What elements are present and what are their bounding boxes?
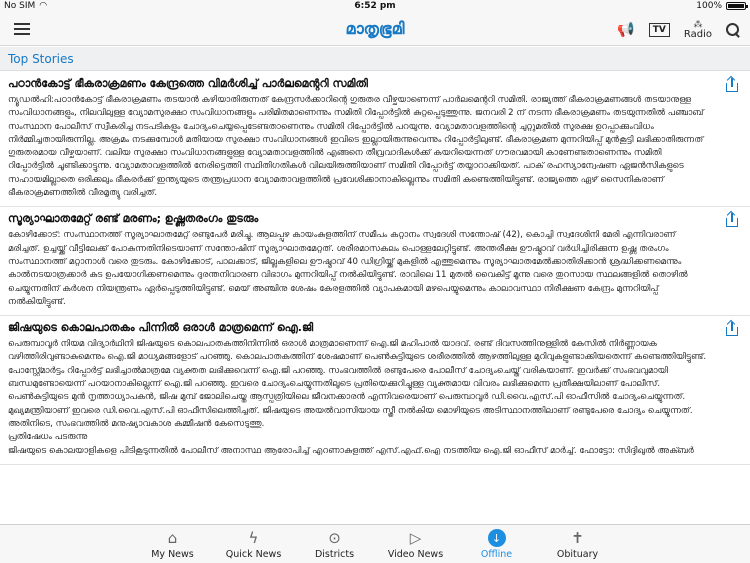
location-pin-icon: ⊙ bbox=[328, 529, 341, 547]
lightning-icon: ϟ bbox=[248, 529, 259, 547]
article-subheading: പ്രതിഷേധം പടരുന്നു bbox=[8, 432, 88, 443]
search-icon[interactable] bbox=[726, 23, 740, 37]
share-icon[interactable] bbox=[726, 78, 738, 92]
share-icon[interactable] bbox=[726, 213, 738, 227]
cross-icon: ✝ bbox=[571, 529, 584, 547]
article-title[interactable]: സൂര്യാഘാതമേറ്റ് രണ്ട് മരണം; ഉഷ്ണതരംഗം തുടരും bbox=[8, 212, 259, 226]
article-list[interactable] bbox=[0, 72, 750, 520]
app-logo[interactable]: മാതൃഭൂമി bbox=[345, 19, 405, 38]
tab-my-news[interactable] bbox=[132, 525, 213, 563]
article-title[interactable]: പഠാന്‍കോട്ട് ഭീകരാക്രമണം കേന്ദ്രത്തെ വിമര്‍ശിച്ച് പാര്‍ലമെന്ററി സമിതി bbox=[8, 77, 368, 90]
article-title[interactable]: ജിഷയുടെ കൊലപാതകം പിന്നില്‍ ഒരാള്‍ മാത്രമെന്ന് ഐ.ജി bbox=[8, 321, 314, 335]
tab-quick-news[interactable] bbox=[213, 525, 294, 563]
tv-icon[interactable]: TV bbox=[649, 23, 670, 37]
tab-districts[interactable] bbox=[294, 525, 375, 563]
play-icon: ▷ bbox=[409, 529, 422, 547]
section-header bbox=[0, 47, 750, 71]
share-icon[interactable] bbox=[726, 322, 738, 336]
home-icon: ⌂ bbox=[167, 529, 178, 547]
tab-bar bbox=[0, 524, 750, 563]
tab-label: Obituary bbox=[556, 549, 599, 560]
article-item[interactable] bbox=[0, 72, 750, 207]
tab-label: Video News bbox=[387, 549, 444, 560]
nav-bar bbox=[0, 14, 750, 46]
battery-icon bbox=[726, 2, 746, 10]
section-title: Top Stories bbox=[8, 52, 74, 66]
radio-waves-icon: ⁂ bbox=[693, 20, 703, 30]
battery-percent: 100% bbox=[696, 1, 722, 11]
download-icon: ↓ bbox=[486, 528, 508, 548]
carrier-label: No SIM bbox=[4, 1, 36, 11]
tab-obituary[interactable] bbox=[537, 525, 618, 563]
megaphone-icon[interactable]: 📢 bbox=[617, 22, 635, 38]
status-right bbox=[696, 1, 746, 11]
nav-actions bbox=[617, 18, 740, 42]
wifi-icon: ◠ bbox=[39, 1, 48, 11]
tab-offline[interactable] bbox=[456, 525, 537, 563]
tab-label: My News bbox=[151, 549, 194, 560]
article-body: കോഴിക്കോട്: സംസ്ഥാനത്ത് സൂര്യാഘാതമേറ്റ് രണ്ടുപേര്‍ മരിച്ചു. ആലപ്പുഴ കായംകുളത്തിന് സമീപം കറ്റാനം സ്വദേശി സന്തോഷ് (42), കൊച്ചി സ്വദേശിനി മേരി എന്നിവരാണ് മരിച്ചത്. ഉച്ചയ്ക്ക് വീട്ടിലേക്ക് പോകുന്നതിനിടെയാണ് സന്തോഷിന് സൂര്യാഘാതമേറ്റത്. ശരീരമാസകലം പൊള്ളലേറ്റിട്ടുണ്ട്. അന്തരീക്ഷ ഊഷ്മാവ് വര്‍ധിച്ചിരിക്കുന്ന ഉഷ്ണ തരംഗം സംസ്ഥാനത്ത് മറ്റാനാള്‍ വരെ തുടരും. കോഴിക്കോട്, പാലക്കാട്, ജില്ലകളിലെ ഊഷ്മാവ് 40 ഡിഗ്രിയ്ക്ക് മുകളില്‍ എത്തുമെന്നും സൂര്യാഘാതമേല്‍ക്കാതിരിക്കാന്‍ ശ്രദ്ധിക്കണമെന്നും കാല്‍നടയാത്രക്കാര്‍ കുട ഉപയോഗിക്കണമെന്നും ദുരന്തനിവാരണ വിഭാഗം മുന്നറിയിപ്പ് നല്‍കിയിട്ടുണ്ട്. രാവിലെ 11 മുതല്‍ വൈകിട്ട് മൂന്നു വരെ തുറസായ സ്ഥലങ്ങളില്‍ തൊഴില്‍ ചെയ്യുന്നതിന് കര്‍ശന നിയന്ത്രണം ഏര്‍പ്പെടുത്തിയിട്ടുണ്ട്. മെയ് അഞ്ചിനു ശേഷം കേരളത്തില്‍ വ്യാപകമായി മഴപെയ്യുമെന്നും കാലാവസ്ഥാ നിരീക്ഷണ കേന്ദ്രം മുന്നറിയിപ്പ് നല്‍കിയിട്ടുണ്ട്. bbox=[8, 230, 688, 307]
article-body: ന്യൂഡല്‍ഹി:പഠാന്‍കോട്ട് ഭീകരാക്രമണം തടയാന്‍ കഴിയാതിരുന്നത് കേന്ദ്രസര്‍ക്കാറിന്റെ ഗുരുതര വീഴ്ചയാണെന്ന് പാര്‍ലമെന്ററി സമിതി. രാജ്യത്ത് ഭീകരാക്രമണങ്ങള്‍ തടയാനുള്ള സംവിധാനങ്ങളും, നിലവിലുള്ള വ്യോമസുരക്ഷാ സംവിധാനങ്ങളും പരിമിതമാണെന്നും സമിതി റിപ്പോര്‍ട്ടില്‍ കുറ്റപ്പെടുത്തുന്നു. ജനവരി 2 ന് നടന്ന ഭീകരാക്രമണം തടയുന്നതില്‍ പഞ്ചാബ് സംസ്ഥാന പോലീസ് സ്വീകരിച്ച നടപടികളും ചോദ്യംചെയ്യപ്പെടേണ്ടതാണെന്നും സമിതി റിപ്പോര്‍ട്ടില്‍ പറയുന്നു. വ്യോമതാവളത്തിന്റെ ചുറ്റുമതില്‍ സുരക്ഷ ഉറപ്പാക്കുംവിധം നിര്‍മ്മിച്ചതായിരുന്നില്ല. അക്രമം നടക്കുമ്പോള്‍ മതിയായ സുരക്ഷാ സംവിധാനങ്ങള്‍ ഇവിടെ ഇല്ലായിരുന്നുവെന്നും റിപ്പോര്‍ട്ടിലുണ്ട്. ഭീകരാക്രമണ മുന്നറിയിപ്പ് മുന്‍കൂട്ടി ലഭിക്കാതിരുന്നത് ഗുരുതരമായ വീഴ്ചയാണ്. വലിയ സുരക്ഷാ സംവിധാനങ്ങളുള്ള വ്യോമതാവളത്തില്‍ എങ്ങനെ തീവ്രവാദികള്‍ക്ക് കയറിയെന്നത് ഗൗരവമായി കാണേണ്ടതാണെന്നും സമിതി റിപ്പോര്‍ട്ടില്‍ ചൂണ്ടിക്കാട്ടുന്നു. വ്യോമതാവളത്തില്‍ നേരിട്ടെത്തി സ്ഥിതിഗതികള്‍ വിലയിരുത്തിയാണ് സമിതി റിപ്പോര്‍ട്ട് തയ്യാറാക്കിയത്. പാക് രഹസ്യാന്വേഷണ ഏജന്‍സികളുടെ സഹായമില്ലാതെ ഒരിക്കലും ഭീകരര്‍ക്ക് ഇന്ത്യയുടെ തന്ത്രപ്രധാന വ്യോമതാവളത്തില്‍ പ്രവേശിക്കാനാകില്ലെന്നും സമിതി കണ്ടെത്തിയിട്ടുണ്ട്. രാജ്യത്തെ ഏഴ് സൈനികരാണ് ഭീകരാക്രമണത്തില്‍ വീരമൃത്യു വരിച്ചത്. bbox=[8, 95, 704, 199]
tab-label: Offline bbox=[480, 549, 513, 560]
status-bar bbox=[0, 0, 750, 14]
tab-label: Districts bbox=[314, 549, 355, 560]
status-time: 6:52 pm bbox=[354, 1, 396, 11]
article-body-continued: ജിഷയുടെ കൊലയാളികളെ പിടികൂടുന്നതില്‍ പോലീസ് അനാസ്ഥ ആരോപിച്ച് എറണാകുളത്ത് എസ്.എഫ്.ഐ നടത്തിയ ഐ.ജി ഓഫീസ് മാര്‍ച്ച്. ഫോട്ടോ: സിദ്ദിഖുല്‍ അക്ബര്‍ bbox=[8, 445, 694, 456]
tab-label: Quick News bbox=[225, 549, 282, 560]
radio-button[interactable] bbox=[684, 20, 712, 40]
article-item[interactable] bbox=[0, 207, 750, 316]
article-item[interactable] bbox=[0, 316, 750, 465]
tab-video-news[interactable] bbox=[375, 525, 456, 563]
article-body: പെരുമ്പാവൂര്‍ നിയമ വിദ്യാര്‍ഥിനി ജിഷയുടെ കൊലപാതകത്തിനിന്നില്‍ ഒരാള്‍ മാത്രമാണെന്ന് ഐ.ജി മഹിപാല്‍ യാദവ്. രണ്ട് ദിവസത്തിനുള്ളില്‍ കേസില്‍ നിര്‍ണ്ണായക വഴിത്തിരിവുണ്ടാകുമെന്നും ഐ.ജി മാധ്യമങ്ങളോട് പറഞ്ഞു. കൊലപാതകത്തിന് ശേഷമാണ് പെണ്‍കുട്ടിയുടെ ശരീരത്തില്‍ ആഴത്തിലുള്ള മുറിവുകളുണ്ടാക്കിയതെന്ന് കണ്ടെത്തിയിട്ടുണ്ട്. പോസ്റ്റ്മോര്‍ട്ടം റിപ്പോര്‍ട്ട് ലഭിച്ചാല്‍മാത്രമേ വ്യക്തത ലഭിക്കുവെന്ന് ഐ.ജി പറഞ്ഞു. സംഭവത്തില്‍ രണ്ടുപേരെ പോലീസ് ചോദ്യംചെയ്ത് വരികയാണ്. ഇവര്‍ക്ക് സംഭവവുമായി ബന്ധമുണ്ടോയെന്ന് പറയാനാകില്ലെന്ന് ഐ.ജി പറഞ്ഞു. ഇവരെ ചോദ്യംചെയ്യുന്നതിലൂടെ പ്രതിയെക്കുറിച്ചുള്ള വ്യക്തമായ വിവരം ലഭിക്കുമെന്ന പ്രതീക്ഷയിലാണ് പോലീസ്. പെണ്‍കുട്ടിയുടെ മുന്‍ നൃത്താധ്യാപകന്‍, ജിഷ മുമ്പ് ജോലിചെയ്ത ആസ്പത്രിയിലെ ജീവനക്കാരന്‍ എന്നിവരെയാണ് പെരുമ്പാവൂര്‍ ഡി.വൈ.എസ്.പി ഓഫീസില്‍ ചോദ്യംചെയ്യുന്നത്. മുഖ്യമന്ത്രിയാണ് ഇവരെ ഡി.വൈ.എസ്.പി ഓഫീസിലെത്തിച്ചത്. ജിഷയുടെ അയല്‍വാസിയായ സ്ത്രീ നല്‍കിയ മൊഴിയുടെ അടിസ്ഥാനത്തിലാണ് രണ്ടുപേരെ ചോദ്യം ചെയ്യുന്നത്. അതിനിടെ, സംഭവത്തില്‍ മനുഷ്യാവകാശ കമ്മീഷന്‍ കേസെടുത്തു. bbox=[8, 339, 707, 429]
radio-label: Radio bbox=[683, 29, 712, 40]
